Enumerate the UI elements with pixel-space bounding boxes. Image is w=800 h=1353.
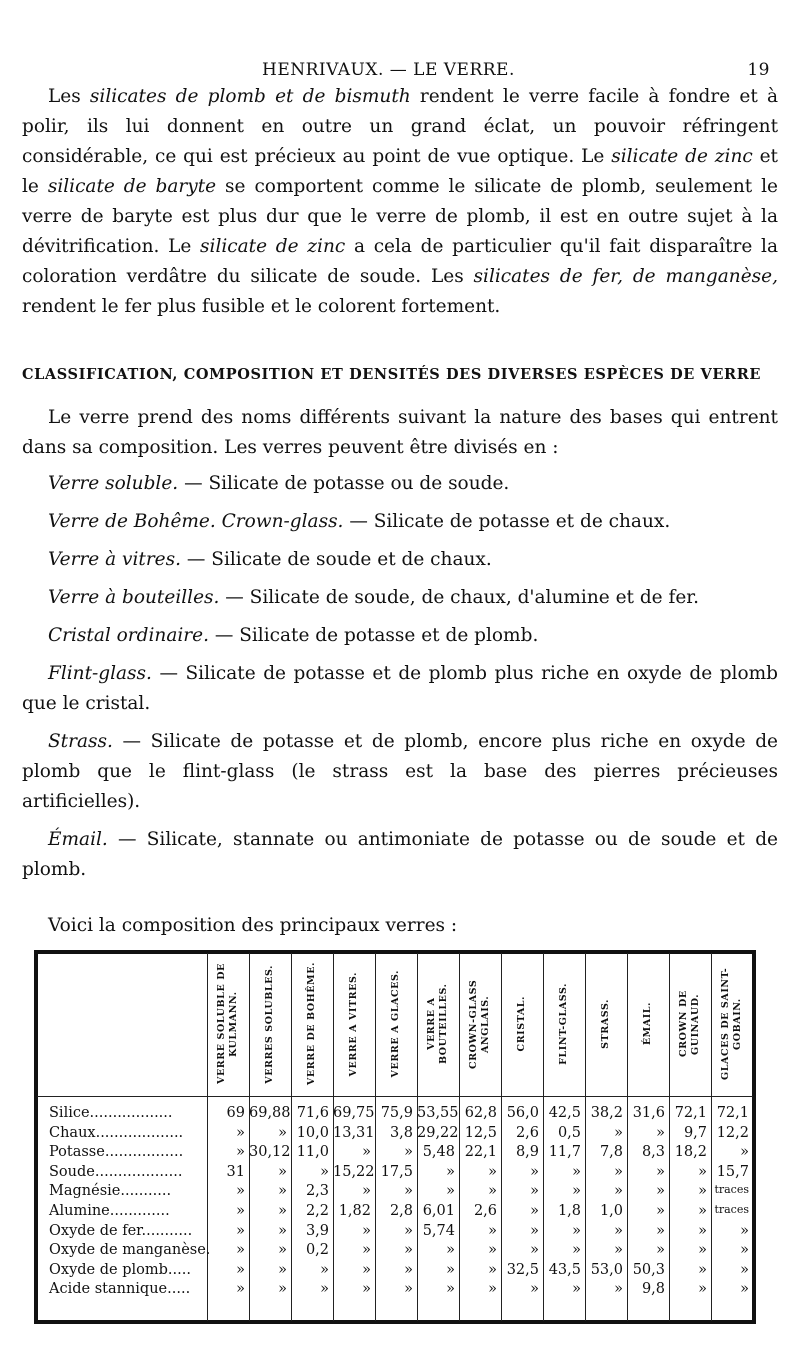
column-header: CROWN-GLASS ANGLAIS.	[468, 979, 491, 1069]
table-cell: »	[278, 1183, 287, 1200]
definition-item	[22, 727, 778, 817]
table-cell: 3,8	[389, 1124, 413, 1141]
table-cell: »	[530, 1163, 539, 1180]
definition-text: — Silicate, stannate ou antimoniate de potasse ou de soude et de plomb.	[22, 829, 778, 880]
table-cell: 0,2	[305, 1242, 329, 1259]
table-cell: »	[488, 1222, 497, 1239]
table-cell: 75,9	[380, 1105, 413, 1121]
table-cell: »	[236, 1183, 245, 1200]
table-cell: »	[404, 1144, 413, 1161]
row-label: Oxyde de plomb.....	[49, 1261, 191, 1278]
column-header: GLACES DE SAINT-GOBAIN.	[720, 967, 743, 1081]
table-cell: 2,2	[305, 1203, 329, 1219]
table-cell: »	[530, 1242, 539, 1259]
paragraph-silicates: Les silicates de plomb et de bismuth rendent le verre facile à fondre et à polir, ils lui donnent en outre un grand éclat, un pouvoir réfringent considérable, ce qui est précieux au point de vue optique. Le silicate de zinc et le silicate de baryte se comportent comme le silicate de plomb, seulement le verre de baryte est plus dur que le verre de plomb, il est en outre sujet à la dévitrification. Le silicate de zinc a cela de particulier qu'il fait disparaître la coloration verdâtre du silicate de soude. Les silicates de fer, de manganèse, rendent le fer plus fusible et le colorent fortement.	[22, 86, 778, 317]
table-cell: »	[362, 1144, 371, 1161]
table-cell: »	[488, 1183, 497, 1200]
table-cell: »	[530, 1183, 539, 1200]
table-cell: »	[362, 1281, 371, 1298]
table-cell: »	[614, 1222, 623, 1239]
table-cell: »	[614, 1183, 623, 1200]
table-cell: »	[698, 1203, 707, 1219]
table-cell: 9,7	[683, 1124, 707, 1141]
table-cell: 15,22	[333, 1163, 375, 1180]
table-cell: »	[530, 1222, 539, 1239]
table-intro: Voici la composition des principaux verres :	[48, 915, 458, 936]
table-cell: 22,1	[464, 1144, 497, 1161]
table-cell: »	[698, 1222, 707, 1239]
table-cell: »	[614, 1281, 623, 1298]
table-cell: 11,0	[296, 1144, 329, 1161]
table-cell: »	[698, 1183, 707, 1200]
running-header	[22, 52, 778, 82]
table-cell: 72,1	[716, 1105, 749, 1121]
table-cell: »	[698, 1242, 707, 1259]
table-cell: »	[698, 1163, 707, 1180]
definition-item	[22, 583, 778, 613]
table-cell: »	[740, 1144, 749, 1161]
column-header: VERRES SOLUBLES.	[264, 964, 275, 1084]
definition-text: — Silicate de soude, de chaux, d'alumine et de fer.	[219, 587, 699, 608]
definition-item	[22, 545, 778, 575]
section-heading: CLASSIFICATION, COMPOSITION ET DENSITÉS DES DIVERSES ESPÈCES DE VERRE	[22, 366, 762, 383]
table-cell: 53,55	[417, 1105, 459, 1121]
table-cell: »	[488, 1281, 497, 1298]
table-cell: »	[656, 1183, 665, 1200]
table-cell: »	[278, 1124, 287, 1141]
definition-text: — Silicate de soude et de chaux.	[181, 549, 492, 570]
column-header: FLINT-GLASS.	[558, 983, 569, 1065]
table-cell: 15,7	[716, 1163, 749, 1180]
table-cell: »	[404, 1242, 413, 1259]
definition-item	[22, 469, 778, 499]
table-cell: 42,5	[548, 1105, 581, 1121]
definition-item	[22, 659, 778, 719]
table-cell: traces	[714, 1203, 749, 1216]
definition-term: Cristal ordinaire.	[48, 625, 209, 646]
table-cell: »	[656, 1163, 665, 1180]
table-cell: »	[572, 1242, 581, 1259]
table-cell: 1,0	[599, 1203, 623, 1219]
table-cell: »	[614, 1163, 623, 1180]
column-header: VERRE A BOUTEILLES.	[426, 983, 449, 1065]
definition-text: — Silicate de potasse et de plomb, encore plus riche en oxyde de plomb que le flint-glass (le strass est la base des pierres précieuses artificielles).	[22, 731, 778, 812]
table-cell: »	[614, 1124, 623, 1141]
definition-list	[22, 469, 778, 885]
intro-paragraph: Le verre prend des noms différents suivant la nature des bases qui entrent dans sa composition. Les verres peuvent être divisés en :	[22, 407, 778, 458]
table-cell: »	[698, 1281, 707, 1298]
table-cell: »	[446, 1281, 455, 1298]
table-cell: »	[698, 1261, 707, 1278]
column-header: VERRE SOLUBLE DE KULMANN.	[216, 963, 239, 1085]
table-cell: »	[572, 1281, 581, 1298]
definition-term: Verre soluble.	[48, 473, 179, 494]
table-cell: 56,0	[506, 1105, 539, 1121]
table-cell: »	[740, 1261, 749, 1278]
table-cell: 2,8	[389, 1203, 413, 1219]
table-cell: 1,82	[338, 1203, 371, 1219]
table-cell: 69,75	[333, 1105, 375, 1121]
table-cell: »	[362, 1261, 371, 1278]
column-header: VERRE A GLACES.	[390, 970, 401, 1078]
row-label: Alumine.............	[49, 1203, 170, 1219]
column-header: VERRE A VITRES.	[348, 971, 359, 1077]
table-cell: 30,12	[249, 1144, 291, 1161]
table-cell: »	[320, 1281, 329, 1298]
definition-item	[22, 621, 778, 651]
row-label: Acide stannique.....	[49, 1281, 191, 1298]
table-cell: »	[278, 1281, 287, 1298]
definition-text: — Silicate de potasse et de plomb.	[208, 625, 539, 646]
table-cell: »	[740, 1281, 749, 1298]
table-cell: 8,9	[515, 1144, 539, 1161]
table-header-rule	[37, 1096, 753, 1097]
table-cell: »	[278, 1242, 287, 1259]
table-cell: »	[236, 1222, 245, 1239]
row-label: Magnésie...........	[49, 1183, 172, 1200]
table-cell: 13,31	[333, 1124, 375, 1141]
table-cell: 8,3	[641, 1144, 665, 1161]
table-cell: »	[404, 1183, 413, 1200]
table-cell: 69	[226, 1105, 245, 1121]
table-cell: 53,0	[590, 1261, 623, 1278]
table-cell: »	[236, 1144, 245, 1161]
table-cell: »	[488, 1261, 497, 1278]
table-cell: »	[446, 1183, 455, 1200]
table-cell: »	[740, 1242, 749, 1259]
table-cell: »	[446, 1261, 455, 1278]
table-cell: »	[362, 1242, 371, 1259]
table-cell: »	[572, 1183, 581, 1200]
definition-text: — Silicate de potasse ou de soude.	[178, 473, 510, 494]
table-cell: 62,8	[464, 1105, 497, 1121]
table-cell: »	[320, 1163, 329, 1180]
table-cell: 31,6	[632, 1105, 665, 1121]
table-cell: »	[404, 1261, 413, 1278]
table-cell: »	[656, 1124, 665, 1141]
table-cell: »	[236, 1281, 245, 1298]
table-cell: »	[446, 1163, 455, 1180]
column-header: CROWN DE GUINAUD.	[678, 990, 701, 1058]
column-header: ÉMAIL.	[642, 1002, 653, 1046]
page	[22, 52, 778, 941]
table-cell: »	[320, 1261, 329, 1278]
row-label: Soude...................	[49, 1163, 183, 1180]
table-cell: 7,8	[599, 1144, 623, 1161]
table-cell: traces	[714, 1183, 749, 1197]
table-cell: 5,74	[422, 1222, 455, 1239]
column-header: STRASS.	[600, 999, 611, 1049]
table-cell: 11,7	[548, 1144, 581, 1161]
table-cell: 5,48	[422, 1144, 455, 1161]
table-cell: »	[278, 1261, 287, 1278]
table-cell: »	[236, 1124, 245, 1141]
table-cell: »	[236, 1203, 245, 1219]
table-cell: 29,22	[417, 1124, 459, 1141]
definition-text: — Silicate de potasse et de chaux.	[343, 511, 671, 532]
table-cell: »	[278, 1222, 287, 1239]
row-label: Oxyde de manganèse.	[49, 1242, 211, 1259]
row-label: Silice..................	[49, 1105, 173, 1121]
table-cell: 2,6	[515, 1124, 539, 1141]
table-cell: 50,3	[632, 1261, 665, 1278]
running-title: HENRIVAUX. — LE VERRE.	[262, 60, 515, 80]
table-cell: 72,1	[674, 1105, 707, 1121]
table-cell: »	[530, 1281, 539, 1298]
row-label: Chaux...................	[49, 1124, 184, 1141]
table-cell: 2,3	[305, 1183, 329, 1200]
table-cell: »	[656, 1203, 665, 1219]
table-cell: 10,0	[296, 1124, 329, 1141]
definition-term: Verre à vitres.	[48, 549, 182, 570]
table-cell: 17,5	[380, 1163, 413, 1180]
table-cell: »	[488, 1242, 497, 1259]
table-cell: »	[362, 1222, 371, 1239]
table-cell: 32,5	[506, 1261, 539, 1278]
table-cell: 71,6	[296, 1105, 329, 1121]
table-cell: 18,2	[674, 1144, 707, 1161]
definition-term: Verre de Bohême. Crown-glass.	[48, 511, 344, 532]
definition-item	[22, 507, 778, 537]
table-cell: »	[278, 1163, 287, 1180]
table-cell: »	[488, 1163, 497, 1180]
table-cell: »	[740, 1222, 749, 1239]
table-cell: 38,2	[590, 1105, 623, 1121]
definition-term: Émail.	[48, 829, 108, 850]
table-cell: 2,6	[473, 1203, 497, 1219]
table-cell: »	[404, 1281, 413, 1298]
column-header: VERRE DE BOHÊME.	[306, 962, 317, 1086]
table-cell: »	[278, 1203, 287, 1219]
row-label: Oxyde de fer...........	[49, 1222, 193, 1239]
table-cell: 12,2	[716, 1124, 749, 1141]
composition-table	[34, 950, 756, 1324]
table-cell: 43,5	[548, 1261, 581, 1278]
definition-term: Flint-glass.	[48, 663, 152, 684]
table-cell: 3,9	[305, 1222, 329, 1239]
table-cell: »	[614, 1242, 623, 1259]
definition-item	[22, 825, 778, 885]
definition-text: — Silicate de potasse et de plomb plus riche en oxyde de plomb que le cristal.	[22, 663, 778, 714]
table-cell: »	[572, 1222, 581, 1239]
definition-term: Verre à bouteilles.	[48, 587, 220, 608]
table-cell: »	[572, 1163, 581, 1180]
table-cell: 12,5	[464, 1124, 497, 1141]
table-cell: 1,8	[557, 1203, 581, 1219]
table-cell: 69,88	[249, 1105, 291, 1121]
table-cell: »	[446, 1242, 455, 1259]
table-cell: 6,01	[422, 1203, 455, 1219]
table-cell: 9,8	[641, 1281, 665, 1298]
table-cell: »	[236, 1261, 245, 1278]
page-number: 19	[747, 60, 770, 80]
table-cell: »	[362, 1183, 371, 1200]
table-cell: »	[236, 1242, 245, 1259]
definition-term: Strass.	[48, 731, 113, 752]
table-cell: »	[530, 1203, 539, 1219]
table-cell: »	[404, 1222, 413, 1239]
table-cell: 31	[226, 1163, 245, 1180]
column-header: CRISTAL.	[516, 996, 527, 1052]
table-cell: 0,5	[557, 1124, 581, 1141]
table-cell: »	[656, 1242, 665, 1259]
table-cell: »	[656, 1222, 665, 1239]
row-label: Potasse.................	[49, 1144, 184, 1161]
